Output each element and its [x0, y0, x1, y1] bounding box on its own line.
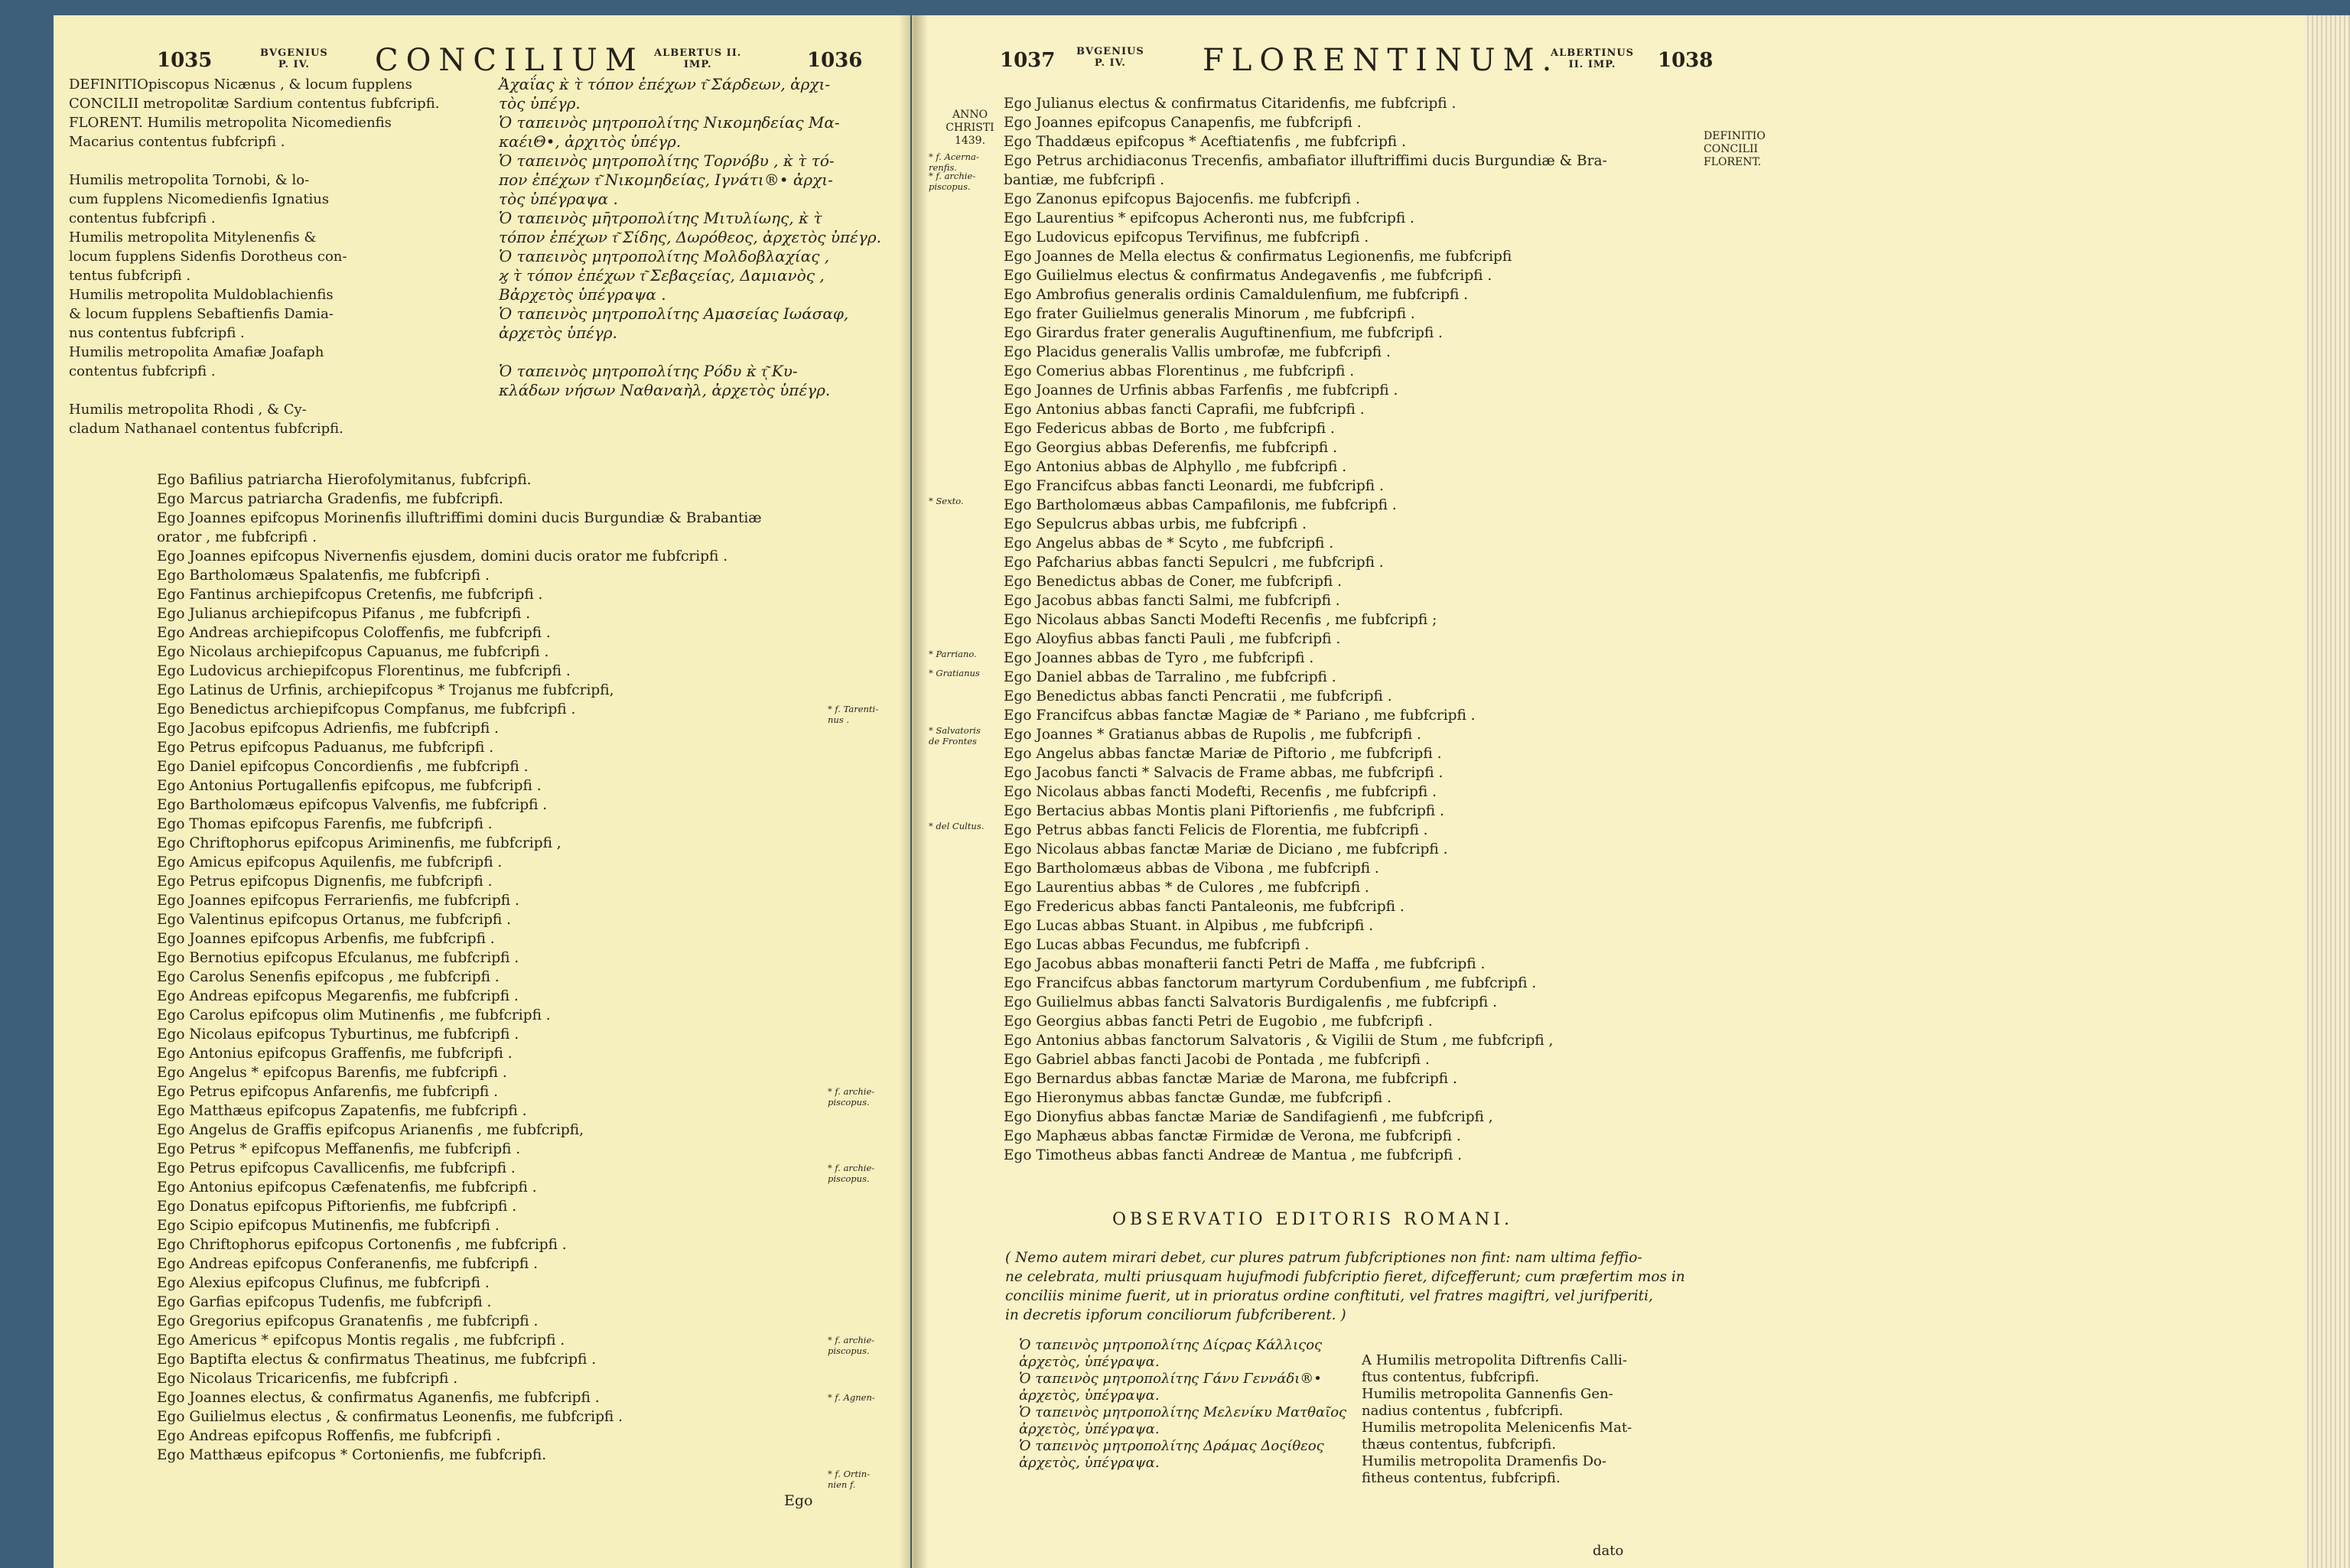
- signature-line: Ego Joannes de Mella electus & confirmatus Legionenfis, me fubfcripfi: [1004, 249, 1512, 265]
- signature-line: Ego Aloyfius abbas fancti Pauli , me fubfcripfi .: [1004, 631, 1341, 647]
- greek-line: ϗ τ̀ τόπον ἐπέχων τ͂ Σεβαςείας, Δαμιανὸς ,: [499, 266, 825, 285]
- latin-line: Humilis metropolita Rhodi , & Cy-: [69, 402, 307, 418]
- greek-line: τόπον ἐπέχων τ͂ Σίδης, Δωρόθεος, ἀρχετὸς ὑπέγρ.: [499, 228, 881, 246]
- signature-line: Ego Julianus archiepifcopus Pifanus , me fubfcripfi .: [157, 606, 531, 622]
- signature-line: Ego Antonius Portugallenfis epifcopus, me fubfcripfi .: [157, 778, 542, 794]
- signature-list-left: [157, 470, 762, 1465]
- latin-top-column: [69, 75, 439, 438]
- latin-line: Humilis metropolita Mitylenenfis &: [69, 229, 317, 246]
- signature-line: Ego Alexius epifcopus Clufinus, me fubfcripfi .: [157, 1275, 490, 1291]
- signature-line: Ego Federicus abbas de Borto , me fubfcripfi .: [1004, 421, 1335, 437]
- right-page: [912, 15, 2350, 1568]
- signature-line: Ego Scipio epifcopus Mutinenfis, me fubfcripfi .: [157, 1218, 500, 1234]
- signature-line: Ego Joannes epifcopus Canapenfis, me fubfcripfi .: [1004, 115, 1362, 131]
- greek-signature-line: ἀρχετὸς, ὑπέγραψα.: [1019, 1387, 1160, 1404]
- signature-line: Ego Angelus * epifcopus Barenfis, me fubfcripfi .: [157, 1065, 507, 1081]
- signature-line: Ego Petrus epifcopus Cavallicenfis, me fubfcripfi .: [157, 1160, 516, 1176]
- signature-line: Ego Lucas abbas Fecundus, me fubfcripfi .: [1004, 937, 1310, 953]
- margin-note: * f. Ortin- nien f.: [828, 1469, 871, 1490]
- signature-line: Ego Chriftophorus epifcopus Cortonenfis , me fubfcripfi .: [157, 1237, 567, 1253]
- margin-note: * Parriano.: [929, 649, 977, 659]
- latin-signature-line: fitheus contentus, fubfcripfi.: [1362, 1470, 1561, 1486]
- greek-line: καέιΘ•, ἀρχιτὸς ὑπέγρ.: [499, 132, 682, 151]
- header-small-left: BVGENIUS P. IV.: [260, 47, 328, 70]
- header-small-right: ALBERTUS II. IMP.: [654, 47, 742, 70]
- signature-line: Ego Bernotius epifcopus Efculanus, me fubfcripfi .: [157, 950, 519, 966]
- signature-list-right: [1004, 94, 1607, 1165]
- signature-line: Ego Girardus frater generalis Auguftinenfium, me fubfcripfi .: [1004, 325, 1443, 341]
- signature-line: Ego Francifcus abbas fanctæ Magiæ de * Pariano , me fubfcripfi .: [1004, 708, 1476, 724]
- page-number-left-right-page: 1037: [1000, 49, 1056, 72]
- greek-line: τὸς ὑπέγρ.: [499, 94, 581, 112]
- signature-line: Ego Bafilius patriarcha Hierofolymitanus, fubfcripfi.: [157, 472, 532, 488]
- signature-line: Ego Daniel epifcopus Concordienfis , me fubfcripfi .: [157, 759, 529, 775]
- greek-signature-line: ἀρχετὸς, ὑπέγραψα.: [1019, 1354, 1160, 1370]
- latin-line: CONCILII metropolitæ Sardium contentus fubfcripfi.: [69, 96, 440, 112]
- signature-line: Ego Guilielmus electus , & confirmatus Leonenfis, me fubfcripfi .: [157, 1409, 623, 1425]
- signature-line: Ego Gregorius epifcopus Granatenfis , me fubfcripfi .: [157, 1313, 539, 1329]
- signature-line: Ego Jacobus epifcopus Adrienfis, me fubfcripfi .: [157, 721, 499, 737]
- latin-line: Humilis metropolita Amafiæ Joafaph: [69, 344, 324, 360]
- signature-line: Ego Bartholomæus abbas de Vibona , me fubfcripfi .: [1004, 860, 1379, 877]
- greek-signature-line: Ὁ ταπεινὸς μητροπολίτης Δράμας Δοςίθεος: [1019, 1438, 1324, 1454]
- signature-line: Ego Nicolaus abbas fanctæ Mariæ de Diciano , me fubfcripfi .: [1004, 841, 1448, 857]
- latin-line: [69, 151, 439, 171]
- signature-line: Ego Petrus epifcopus Dignenfis, me fubfcripfi .: [157, 873, 493, 890]
- signature-line: Ego Guilielmus abbas fancti Salvatoris Burdigalenfis , me fubfcripfi .: [1004, 994, 1497, 1010]
- signature-line: Ego Joannes epifcopus Nivernenfis ejusdem, domini ducis orator me fubfcripfi .: [157, 548, 728, 564]
- signature-line: Ego frater Guilielmus generalis Minorum , me fubfcripfi .: [1004, 306, 1415, 322]
- latin-line: Humilis metropolita Tornobi, & lo-: [69, 172, 310, 188]
- greek-line: Ἀχαΐας κ̀ τ̀ τόπον ἐπέχων τ͂ Σάρδεων, ἀρχι-: [499, 75, 831, 93]
- signature-line: Ego Ambrofius generalis ordinis Camaldulenfium, me fubfcripfi .: [1004, 287, 1469, 303]
- page-title: CONCILIUM: [375, 43, 644, 78]
- margin-note: * f. Acerna- renfis.: [929, 151, 979, 173]
- signature-line: Ego Petrus abbas fancti Felicis de Florentia, me fubfcripfi .: [1004, 822, 1428, 838]
- catchword-left: Ego: [784, 1492, 813, 1509]
- latin-line: & locum fupplens Sebaftienfis Damia-: [69, 306, 334, 322]
- latin-signature-line: Humilis metropolita Melenicenfis Mat-: [1362, 1420, 1632, 1436]
- signature-line: Ego Benedictus abbas fancti Pencratii , me fubfcripfi .: [1004, 688, 1392, 704]
- latin-signature-line: A Humilis metropolita Diftrenfis Calli-: [1362, 1352, 1628, 1368]
- latin-line: Macarius contentus fubfcripfi .: [69, 134, 285, 150]
- signature-line: Ego Joannes electus, & confirmatus Aganenfis, me fubfcripfi .: [157, 1390, 600, 1406]
- signature-line: Ego Nicolaus Tricaricenfis, me fubfcripfi .: [157, 1371, 458, 1387]
- signature-line: Ego Placidus generalis Vallis umbrofæ, me fubfcripfi .: [1004, 344, 1391, 360]
- greek-signature-line: ἀρχετὸς, ὑπέγραψα.: [1019, 1421, 1160, 1437]
- signature-line: Ego Ludovicus archiepifcopus Florentinus, me fubfcripfi .: [157, 663, 571, 679]
- header-small-right-right-page: ALBERTINUS II. IMP.: [1551, 47, 1635, 70]
- signature-line: Ego Nicolaus archiepifcopus Capuanus, me fubfcripfi .: [157, 644, 549, 660]
- signature-line: Ego Dionyfius abbas fanctæ Mariæ de Sandifagienfi , me fubfcripfi ,: [1004, 1109, 1493, 1125]
- latin-signature-line: Humilis metropolita Gannenfis Gen-: [1362, 1386, 1613, 1402]
- margin-note: * Gratianus: [929, 668, 980, 678]
- signature-line: Ego Hieronymus abbas fanctæ Gundæ, me fubfcripfi .: [1004, 1090, 1392, 1106]
- signature-line: Ego Andreas archiepifcopus Coloffenfis, me fubfcripfi .: [157, 625, 551, 641]
- signature-line: Ego Angelus abbas de * Scyto , me fubfcripfi .: [1004, 535, 1334, 551]
- observatio-title: OBSERVATIO EDITORIS ROMANI.: [1112, 1210, 1513, 1229]
- book-gutter: [899, 15, 928, 1568]
- header-small-left-right-page: BVGENIUS P. IV.: [1076, 46, 1144, 69]
- signature-line: Ego Matthæus epifcopus * Cortonienfis, me fubfcripfi.: [157, 1447, 547, 1463]
- signature-line: Ego Timotheus abbas fancti Andreæ de Mantua , me fubfcripfi .: [1004, 1147, 1463, 1163]
- signature-line: Ego Andreas epifcopus Megarenfis, me fubfcripfi .: [157, 988, 519, 1004]
- left-page: [54, 15, 910, 1568]
- signature-line: Ego Joannes abbas de Tyro , me fubfcripfi .: [1004, 650, 1314, 666]
- signature-line: Ego Petrus * epifcopus Meffanenfis, me fubfcripfi .: [157, 1141, 521, 1157]
- signature-line: Ego Valentinus epifcopus Ortanus, me fubfcripfi .: [157, 912, 512, 928]
- signature-line: Ego Fantinus archiepifcopus Cretenfis, me fubfcripfi .: [157, 587, 543, 603]
- greek-line: Ὁ ταπεινὸς μητροπολίτης Ρόδυ κ̀ τ͂ͅ Κυ-: [499, 362, 798, 380]
- right-page-header: [912, 34, 2350, 80]
- latin-signature-line: Humilis metropolita Dramenfis Do-: [1362, 1453, 1606, 1469]
- latin-line: DEFINITIOpiscopus Nicænus , & locum fupplens: [69, 76, 412, 93]
- signature-line: Ego Joannes epifcopus Morinenfis illuftriffimi domini ducis Burgundiæ & Brabantiæ: [157, 510, 762, 526]
- signature-line: Ego Julianus electus & confirmatus Citaridenfis, me fubfcripfi .: [1004, 96, 1457, 112]
- greek-top-column: [499, 75, 881, 400]
- signature-line: Ego Antonius epifcopus Cæfenatenfis, me fubfcripfi .: [157, 1179, 537, 1196]
- signature-line: Ego Matthæus epifcopus Zapatenfis, me fubfcripfi .: [157, 1103, 527, 1119]
- greek-line: τὸς ὑπέγραψα .: [499, 190, 618, 208]
- signature-line: Ego Laurentius abbas * de Culores , me fubfcripfi .: [1004, 880, 1369, 896]
- margin-note: * f. archie- piscopus.: [929, 171, 976, 192]
- margin-definitio: DEFINITIO CONCILII FLORENT.: [1704, 130, 1766, 168]
- page-number-left: 1035: [157, 49, 213, 72]
- signature-line: Ego Carolus Senenfis epifcopus , me fubfcripfi .: [157, 969, 500, 985]
- latin-signature-line: thæus contentus, fubfcripfi.: [1362, 1436, 1556, 1453]
- signature-line: Ego Antonius abbas fanctorum Salvatoris , & Vigilii de Stum , me fubfcripfi ,: [1004, 1033, 1554, 1049]
- signature-line: Ego Carolus epifcopus olim Mutinenfis , me fubfcripfi .: [157, 1007, 551, 1023]
- greek-line: ἀρχετὸς ὑπέγρ.: [499, 324, 617, 342]
- signature-line: Ego Petrus archidiaconus Trecenfis, ambafiator illuftriffimi ducis Burgundiæ & Bra-: [1004, 153, 1607, 169]
- latin-line: Humilis metropolita Muldoblachienfis: [69, 287, 334, 303]
- margin-note: * f. archie- piscopus.: [828, 1163, 875, 1184]
- signature-line: Ego Ludovicus epifcopus Tervifinus, me fubfcripfi .: [1004, 229, 1369, 246]
- signature-line: Ego Pafcharius abbas fancti Sepulcri , me fubfcripfi .: [1004, 555, 1384, 571]
- greek-line: [499, 343, 881, 362]
- signature-line: Ego Zanonus epifcopus Bajocenfis. me fubfcripfi .: [1004, 191, 1360, 207]
- margin-anno-christi: ANNO CHRISTI 1439.: [946, 109, 994, 147]
- signature-line: Ego Bartholomæus abbas Campafilonis, me fubfcripfi .: [1004, 497, 1397, 513]
- latin-line: nus contentus fubfcripfi .: [69, 325, 245, 341]
- final-latin-signatures: [1362, 1352, 1632, 1487]
- signature-line: Ego Garfias epifcopus Tudenfis, me fubfcripfi .: [157, 1294, 492, 1310]
- latin-line: locum fupplens Sidenfis Dorotheus con-: [69, 249, 347, 265]
- signature-line: Ego Comerius abbas Florentinus , me fubfcripfi .: [1004, 363, 1355, 379]
- signature-line: Ego Americus * epifcopus Montis regalis , me fubfcripfi .: [157, 1332, 565, 1348]
- observatio-text: [1005, 1248, 1685, 1325]
- observatio-line: ne celebrata, multi priusquam hujufmodi fubfcriptio fieret, difcefferunt; cum præfertim mos in: [1005, 1269, 1685, 1285]
- page-number-right: 1036: [807, 49, 863, 72]
- greek-signature-line: Ὁ ταπεινὸς μητροπολίτης Γάνυ Γεννάδι®•: [1019, 1371, 1322, 1387]
- greek-line: Ὁ ταπεινὸς μητροπολίτης Νικομηδείας Μα-: [499, 113, 840, 132]
- greek-line: κλάδων νήσων Ναθαναὴλ, ἀρχετὸς ὑπέγρ.: [499, 381, 831, 399]
- left-page-header: [54, 34, 910, 80]
- signature-line: Ego Antonius abbas de Alphyllo , me fubfcripfi .: [1004, 459, 1347, 475]
- latin-signature-line: ftus contentus, fubfcripfi.: [1362, 1369, 1540, 1385]
- signature-line: Ego Thaddæus epifcopus * Aceftiatenfis , me fubfcripfi .: [1004, 134, 1406, 150]
- signature-line: Ego Laurentius * epifcopus Acheronti nus, me fubfcripfi .: [1004, 210, 1414, 226]
- greek-signature-line: ἀρχετὸς, ὑπέγραψα.: [1019, 1455, 1160, 1471]
- latin-line: cladum Nathanael contentus fubfcripfi.: [69, 421, 343, 437]
- page-title-right: FLORENTINUM.: [1203, 43, 1560, 78]
- signature-line: Ego Donatus epifcopus Piftorienfis, me fubfcripfi .: [157, 1199, 517, 1215]
- signature-line: Ego Marcus patriarcha Gradenfis, me fubfcripfi.: [157, 491, 503, 507]
- greek-line: Ὁ ταπεινὸς μη̄τροπολίτης Μιτυλίωης, κ̀ τ̀: [499, 209, 822, 227]
- latin-line: FLORENT. Humilis metropolita Nicomedienfis: [69, 115, 392, 131]
- signature-line: Ego Latinus de Urfinis, archiepifcopus * Trojanus me fubfcripfi,: [157, 682, 614, 698]
- signature-line: Ego Nicolaus epifcopus Tyburtinus, me fubfcripfi .: [157, 1026, 519, 1043]
- signature-line: Ego Andreas epifcopus Conferanenfis, me fubfcripfi .: [157, 1256, 539, 1272]
- signature-line: Ego Fredericus abbas fancti Pantaleonis, me fubfcripfi .: [1004, 899, 1404, 915]
- margin-note: * f. archie- piscopus.: [828, 1335, 875, 1356]
- signature-line: bantiæ, me fubfcripfi .: [1004, 172, 1165, 188]
- signature-line: Ego Jacobus fancti * Salvacis de Frame abbas, me fubfcripfi .: [1004, 765, 1444, 781]
- signature-line: Ego Georgius abbas Deferenfis, me fubfcripfi .: [1004, 440, 1338, 456]
- signature-line: Ego Joannes epifcopus Ferrarienfis, me fubfcripfi .: [157, 893, 519, 909]
- margin-note: * f. archie- piscopus.: [828, 1086, 875, 1108]
- signature-line: Ego Thomas epifcopus Farenfis, me fubfcripfi .: [157, 816, 493, 832]
- margin-note: * Sexto.: [929, 496, 964, 506]
- signature-line: Ego Daniel abbas de Tarralino , me fubfcripfi .: [1004, 669, 1336, 685]
- signature-line: Ego Joannes epifcopus Arbenfis, me fubfcripfi .: [157, 931, 495, 947]
- signature-line: Ego Francifcus abbas fancti Leonardi, me fubfcripfi .: [1004, 478, 1384, 494]
- greek-line: Ὁ ταπεινὸς μητροπολίτης Αμασείας Ιωάσαφ,: [499, 304, 849, 323]
- signature-line: Ego Lucas abbas Stuant. in Alpibus , me fubfcripfi .: [1004, 918, 1374, 934]
- observatio-line: in decretis ipforum conciliorum fubfcriberent. ): [1005, 1307, 1346, 1323]
- observatio-line: conciliis minime fuerit, ut in prioratus ordine conftituti, vel fratres magiftri, vel jurifperiti,: [1005, 1288, 1653, 1304]
- signature-line: orator , me fubfcripfi .: [157, 529, 317, 545]
- signature-line: Ego Joannes de Urfinis abbas Farfenfis , me fubfcripfi .: [1004, 382, 1398, 399]
- margin-note: * f. Agnen-: [828, 1392, 875, 1403]
- signature-line: Ego Bertacius abbas Montis plani Piftorienfis , me fubfcripfi .: [1004, 803, 1444, 819]
- signature-line: Ego Georgius abbas fancti Petri de Eugobio , me fubfcripfi .: [1004, 1013, 1433, 1030]
- signature-line: Ego Bartholomæus epifcopus Valvenfis, me fubfcripfi .: [157, 797, 548, 813]
- signature-line: Ego Nicolaus abbas Sancti Modefti Recenfis , me fubfcripfi ;: [1004, 612, 1437, 628]
- signature-line: Ego Nicolaus abbas fancti Modefti, Recenfis , me fubfcripfi .: [1004, 784, 1437, 800]
- latin-line: [69, 381, 439, 400]
- signature-line: Ego Maphæus abbas fanctæ Firmidæ de Verona, me fubfcripfi .: [1004, 1128, 1461, 1144]
- latin-line: tentus fubfcripfi .: [69, 268, 191, 284]
- catchword-right: dato: [1593, 1543, 1624, 1559]
- greek-line: Ὁ ταπεινὸς μητροπολίτης Τορνόβυ , κ̀ τ̀ τό-: [499, 151, 835, 170]
- signature-line: Ego Antonius epifcopus Graffenfis, me fubfcripfi .: [157, 1046, 513, 1062]
- signature-line: Ego Guilielmus electus & confirmatus Andegavenfis , me fubfcripfi .: [1004, 268, 1492, 284]
- signature-line: Ego Sepulcrus abbas urbis, me fubfcripfi .: [1004, 516, 1307, 532]
- latin-line: cum fupplens Nicomedienfis Ignatius: [69, 191, 330, 207]
- greek-line: Bἀρχετὸς ὑπέγραψα .: [499, 285, 666, 304]
- final-greek-signatures: [1019, 1337, 1346, 1472]
- greek-signature-line: Ὁ ταπεινὸς μητροπολίτης Μελενίκυ Ματθαῖος: [1019, 1404, 1347, 1420]
- margin-note: * f. Tarenti- nus .: [828, 704, 879, 725]
- signature-line: Ego Baptifta electus & confirmatus Theatinus, me fubfcripfi .: [157, 1352, 597, 1368]
- signature-line: Ego Amicus epifcopus Aquilenfis, me fubfcripfi .: [157, 854, 503, 870]
- latin-line: contentus fubfcripfi .: [69, 363, 216, 379]
- signature-line: Ego Chriftophorus epifcopus Ariminenfis, me fubfcripfi ,: [157, 835, 561, 851]
- signature-line: Ego Bartholomæus Spalatenfis, me fubfcripfi .: [157, 568, 490, 584]
- greek-signature-line: Ὁ ταπεινὸς μητροπολίτης Δίςρας Κάλλιςος: [1019, 1337, 1323, 1353]
- signature-line: Ego Francifcus abbas fanctorum martyrum Cordubenfium , me fubfcripfi .: [1004, 975, 1537, 991]
- signature-line: Ego Jacobus abbas monafterii fancti Petri de Maffa , me fubfcripfi .: [1004, 956, 1486, 972]
- signature-line: Ego Angelus abbas fanctæ Mariæ de Piftorio , me fubfcripfi .: [1004, 746, 1442, 762]
- signature-line: Ego Benedictus abbas de Coner, me fubfcripfi .: [1004, 574, 1343, 590]
- latin-line: contentus fubfcripfi .: [69, 210, 216, 226]
- signature-line: Ego Benedictus archiepifcopus Compfanus, me fubfcripfi .: [157, 701, 576, 717]
- signature-line: Ego Antonius abbas fancti Caprafii, me fubfcripfi .: [1004, 402, 1365, 418]
- signature-line: Ego Petrus epifcopus Anfarenfis, me fubfcripfi .: [157, 1084, 499, 1100]
- signature-line: Ego Bernardus abbas fanctæ Mariæ de Marona, me fubfcripfi .: [1004, 1071, 1457, 1087]
- greek-line: πον ἐπέχων τ͂ Νικομηδείας, Ιγνάτι®• ἀρχι-: [499, 171, 833, 189]
- page-number-right-right-page: 1038: [1658, 49, 1714, 72]
- greek-line: Ὁ ταπεινὸς μητροπολίτης Μολδοβλαχίας ,: [499, 247, 830, 265]
- margin-note: * del Cultus.: [929, 821, 985, 831]
- signature-line: Ego Angelus de Graffis epifcopus Arianenfis , me fubfcripfi,: [157, 1122, 584, 1138]
- signature-line: Ego Andreas epifcopus Roffenfis, me fubfcripfi .: [157, 1428, 501, 1444]
- observatio-line: ( Nemo autem mirari debet, cur plures patrum fubfcriptiones non fint: nam ultima feffio-: [1005, 1250, 1642, 1266]
- margin-note: * Salvatoris de Frontes: [929, 725, 981, 747]
- latin-signature-line: nadius contentus , fubfcripfi.: [1362, 1403, 1564, 1419]
- signature-line: Ego Gabriel abbas fancti Jacobi de Pontada , me fubfcripfi .: [1004, 1052, 1430, 1068]
- signature-line: Ego Petrus epifcopus Paduanus, me fubfcripfi .: [157, 740, 494, 756]
- signature-line: Ego Jacobus abbas fancti Salmi, me fubfcripfi .: [1004, 593, 1340, 609]
- signature-line: Ego Joannes * Gratianus abbas de Rupolis , me fubfcripfi .: [1004, 727, 1421, 743]
- page-edges: [2304, 15, 2350, 1568]
